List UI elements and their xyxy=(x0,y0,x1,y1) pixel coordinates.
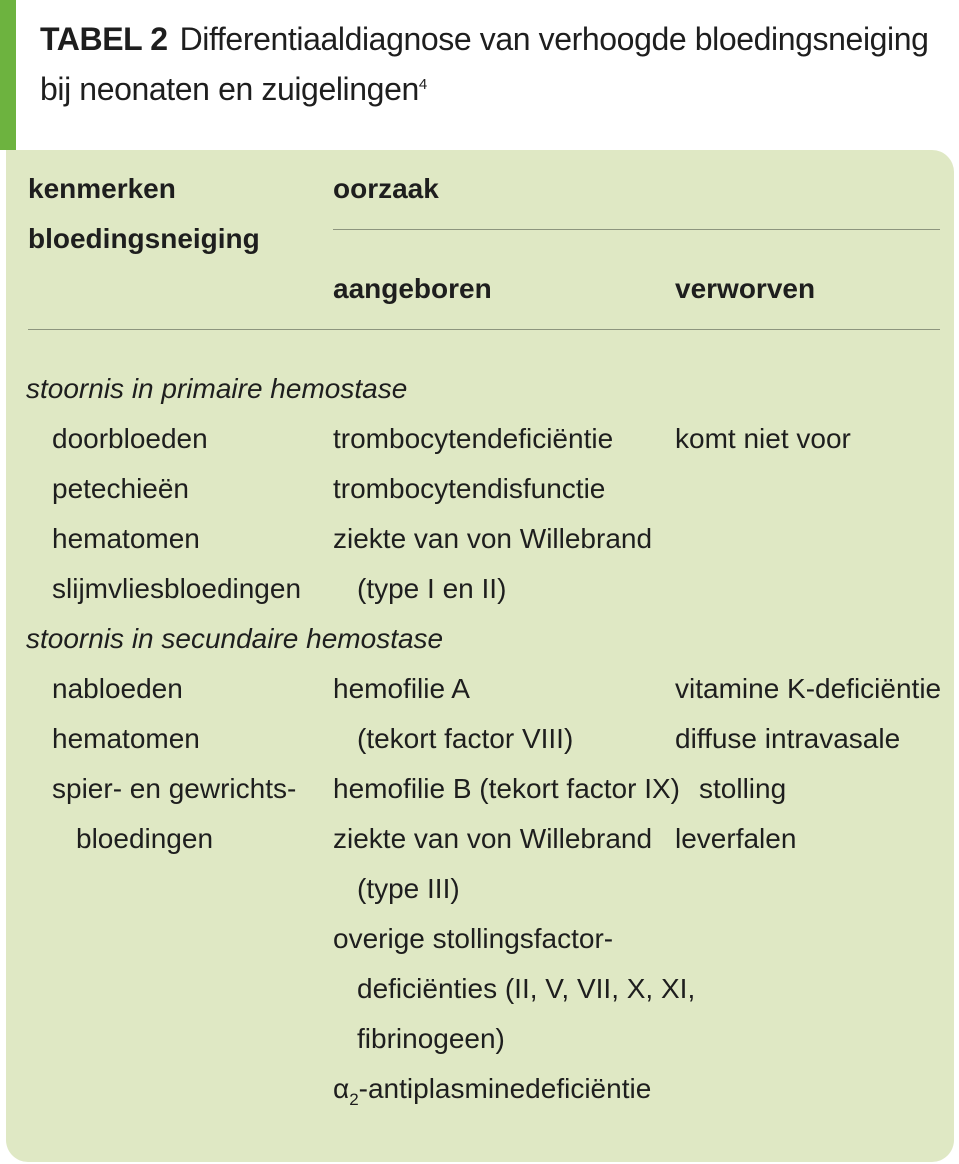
header-bloedingsneiging: bloedingsneiging xyxy=(28,223,260,254)
acquired-cell: leverfalen xyxy=(675,823,797,854)
congenital-cell: ziekte van von Willebrand xyxy=(333,523,653,554)
congenital-cell: ziekte van von Willebrand xyxy=(333,823,653,854)
header-oorzaak: oorzaak xyxy=(333,173,439,204)
acquired-cell: komt niet voor xyxy=(675,423,851,454)
acquired-cell: stolling xyxy=(699,773,787,804)
header-rule xyxy=(28,329,940,330)
congenital-cell: (type I en II) xyxy=(357,573,507,604)
section-secondary-hemostasis: stoornis in secundaire hemostase xyxy=(26,623,444,654)
congenital-cell: deficiënties (II, V, VII, X, XI, xyxy=(357,973,696,1004)
alpha-symbol: α xyxy=(333,1073,350,1104)
congenital-cell: hemofilie B (tekort factor IX) xyxy=(333,773,681,804)
header-aangeboren: aangeboren xyxy=(333,273,492,304)
accent-bar xyxy=(0,0,16,150)
congenital-cell: (tekort factor VIII) xyxy=(357,723,574,754)
table-label: TABEL 2 xyxy=(40,21,168,57)
header-verworven: verworven xyxy=(675,273,816,304)
feature-cell: spier- en gewrichts- xyxy=(52,773,297,804)
feature-cell: hematomen xyxy=(52,523,200,554)
congenital-cell: trombocytendisfunctie xyxy=(333,473,606,504)
feature-cell: bloedingen xyxy=(76,823,214,854)
table-title xyxy=(40,21,929,107)
table-panel xyxy=(6,150,954,1162)
section-primary-hemostasis: stoornis in primaire hemostase xyxy=(26,373,408,404)
feature-cell: slijmvliesbloedingen xyxy=(52,573,302,604)
antiplasmin-text: -antiplasminedeficiëntie xyxy=(358,1073,652,1104)
header-subrule xyxy=(333,229,940,230)
table-title-text: Differentiaaldiagnose van verhoogde bloedingsneiging bij neonaten en zuigelingen xyxy=(40,21,929,107)
alpha-subscript: 2 xyxy=(349,1090,359,1109)
congenital-cell: fibrinogeen) xyxy=(357,1023,505,1054)
feature-cell: nabloeden xyxy=(52,673,183,704)
footnote-ref: 4 xyxy=(418,76,427,93)
congenital-cell: overige stollingsfactor- xyxy=(333,923,614,954)
table-caption xyxy=(40,14,950,114)
congenital-cell: hemofilie A xyxy=(333,673,470,704)
congenital-cell: (type III) xyxy=(357,873,460,904)
feature-cell: petechieën xyxy=(52,473,190,504)
acquired-cell: vitamine K-deficiëntie xyxy=(675,673,942,704)
feature-cell: hematomen xyxy=(52,723,200,754)
congenital-cell-antiplasmin xyxy=(333,1064,651,1125)
congenital-cell: trombocytendeficiëntie xyxy=(333,423,614,454)
header-kenmerken: kenmerken xyxy=(28,173,176,204)
feature-cell: doorbloeden xyxy=(52,423,208,454)
acquired-cell: diffuse intravasale xyxy=(675,723,901,754)
